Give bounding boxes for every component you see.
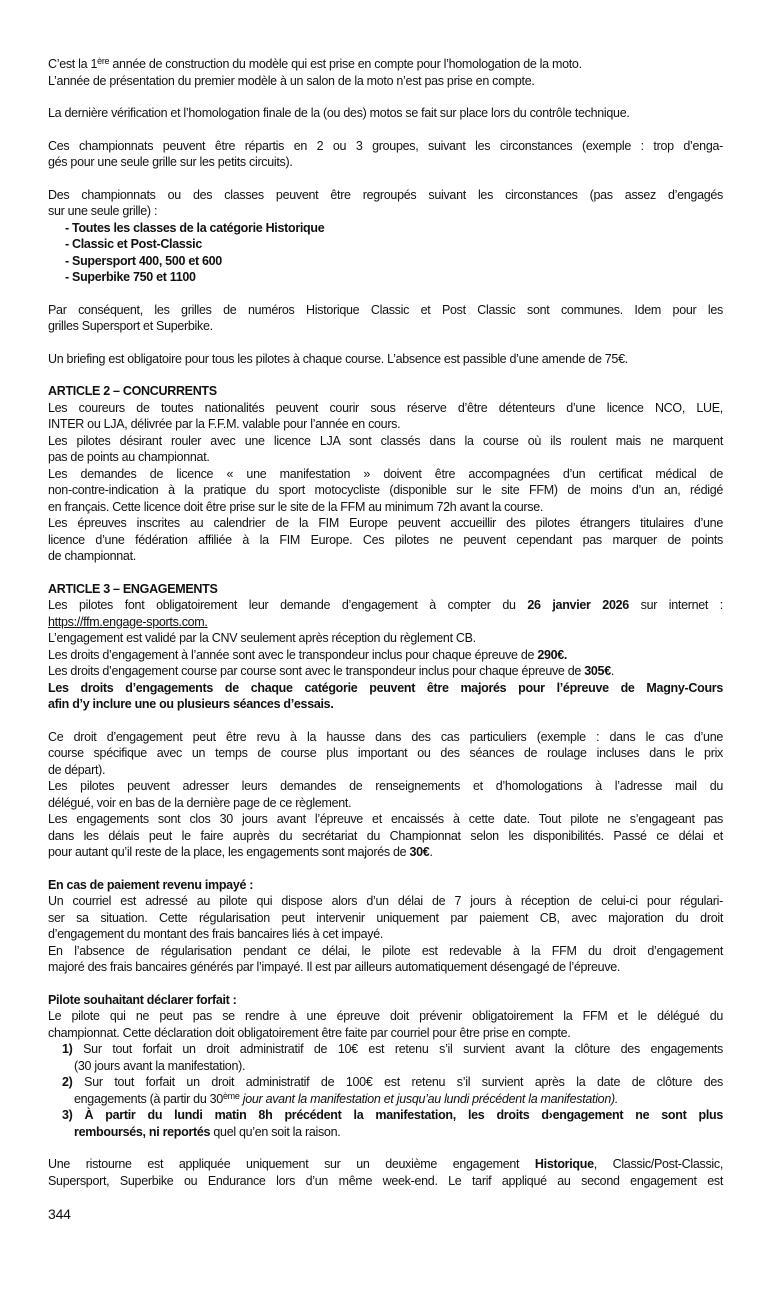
- text-run: Le pilote qui ne peut pas se rendre à une épreuve doit prévenir obligatoirement la FFM et le délégué du: [48, 1009, 723, 1023]
- superscript-text: ère: [97, 56, 110, 66]
- text-line: [48, 1058, 723, 1075]
- text-run: La dernière vérification et l’homologation finale de la (ou des) motos se fait sur place lors du contrôle technique.: [48, 106, 630, 120]
- text-run: pour autant qu’il reste de la place, les engagements sont majorés de: [48, 845, 410, 859]
- text-line: [48, 762, 723, 779]
- text-line: [48, 581, 723, 598]
- text-run: gés pour une seule grille sur les petits circuits).: [48, 155, 293, 169]
- text-line: [48, 154, 723, 171]
- text-run: Un courriel est adressé au pilote qui dispose alors d’un délai de 7 jours à réception de celui-ci pour régulari-: [48, 894, 723, 908]
- text-line: [48, 220, 723, 237]
- text-run: ARTICLE 3 – ENGAGEMENTS: [48, 581, 218, 596]
- text-run: remboursés, ni reportés: [74, 1124, 211, 1139]
- text-line: [48, 1107, 723, 1124]
- text-run: pas de points au championnat.: [48, 450, 210, 464]
- text-line: [48, 532, 723, 549]
- para-groupes: [48, 138, 723, 171]
- document-body: [48, 56, 723, 1189]
- text-run: d’engagement du montant des frais bancaires liés à cet impayé.: [48, 927, 384, 941]
- text-line: [48, 1173, 723, 1190]
- text-line: [48, 1124, 723, 1141]
- text-run: Les coureurs de toutes nationalités peuvent courir sous réserve d’être détenteurs d’une licence NCO, LUE,: [48, 400, 723, 415]
- text-run: Une ristourne est appliquée uniquement sur un deuxième engagement: [48, 1157, 535, 1171]
- text-run: sur internet :: [628, 598, 723, 612]
- text-line: [48, 1025, 723, 1042]
- text-line: [48, 696, 723, 713]
- text-run: de championnat.: [48, 549, 136, 563]
- text-line: [48, 73, 723, 90]
- text-line: [48, 1008, 723, 1025]
- text-run: Sur tout forfait un droit administratif de 10€ est retenu s’il survient avant la clôture des engagements: [72, 1042, 723, 1056]
- text-line: [48, 1091, 723, 1108]
- text-run: En cas de paiement revenu impayé :: [48, 877, 254, 892]
- text-line: [48, 515, 723, 532]
- text-run: dans les délais peut le faire auprès du secrétariat du Championnat selon les disponibilités. Passé ce délai et: [48, 828, 723, 843]
- text-run: - Supersport 400, 500 et 600: [65, 253, 222, 268]
- text-line: [48, 680, 723, 697]
- text-run: grilles Supersport et Superbike.: [48, 319, 213, 333]
- text-run: 305€: [584, 664, 611, 678]
- para-ristourne: [48, 1156, 723, 1189]
- text-line: [48, 992, 723, 1009]
- text-run: Pilote souhaitant déclarer forfait :: [48, 992, 237, 1007]
- text-run: 26 janvier 2026: [527, 598, 629, 612]
- text-line: [48, 1041, 723, 1058]
- article-3-body: [48, 597, 723, 713]
- text-line: [48, 499, 723, 516]
- text-line: [48, 253, 723, 270]
- text-line: [48, 302, 723, 319]
- text-line: [48, 269, 723, 286]
- text-line: [48, 1156, 723, 1173]
- text-line: [48, 614, 723, 631]
- text-run: L’engagement est validé par la CNV seulement après réception du règlement CB.: [48, 631, 476, 645]
- section-forfait: [48, 992, 723, 1141]
- article-3-heading: [48, 581, 723, 598]
- article-2-body: [48, 400, 723, 565]
- text-run: Supersport, Superbike ou Endurance lors d’un même week-end. Le tarif appliqué au second engagement est: [48, 1173, 723, 1188]
- text-line: [48, 663, 723, 680]
- text-run: ARTICLE 2 – CONCURRENTS: [48, 384, 217, 398]
- article-2-heading: [48, 383, 723, 400]
- section-paiement-impaye: [48, 877, 723, 976]
- text-run: - Classic et Post-Classic: [65, 237, 203, 251]
- text-line: [48, 351, 723, 368]
- text-line: [48, 548, 723, 565]
- text-run: Sur tout forfait un droit administratif de 100€ est retenu s’il survient après la date de clôture des: [72, 1075, 723, 1089]
- text-line: [48, 597, 723, 614]
- text-line: [48, 400, 723, 417]
- page-number: 344: [48, 1206, 71, 1222]
- text-line: [48, 203, 723, 220]
- text-run: INTER ou LJA, délivrée par la F.F.M. valable pour l’année en cours.: [48, 417, 401, 431]
- para-grilles-communes: [48, 302, 723, 335]
- text-run: sur une seule grille) :: [48, 204, 158, 218]
- text-run: jour avant la manifestation et jusqu’au lundi précédent la manifestation).: [242, 1091, 619, 1106]
- text-run: Un briefing est obligatoire pour tous les pilotes à chaque course. L’absence est passible d’une amende de 75€.: [48, 351, 628, 366]
- text-run: Des championnats ou des classes peuvent être regroupés suivant les circonstances (pas assez d’engagés: [48, 187, 723, 202]
- para-regroupement: [48, 187, 723, 220]
- para-briefing: [48, 351, 723, 368]
- text-line: [48, 877, 723, 894]
- text-run: Les droits d’engagements de chaque catégorie peuvent être majorés pour l’épreuve de Magny-Cours: [48, 680, 723, 695]
- text-line: [48, 105, 723, 122]
- text-run: Les engagements sont clos 30 jours avant l’épreuve et encaissés à cette date. Tout pilote ne s’engageant pas: [48, 812, 723, 826]
- text-run: Par conséquent, les grilles de numéros Historique Classic et Post Classic sont communes. Idem pour les: [48, 302, 723, 317]
- text-run: Les épreuves inscrites au calendrier de la FIM Europe peuvent accueillir des pilotes étrangers titulaires d’une: [48, 516, 723, 530]
- text-line: [48, 416, 723, 433]
- text-line: [48, 795, 723, 812]
- text-line: [48, 1074, 723, 1091]
- text-line: [48, 729, 723, 746]
- text-run: Les pilotes font obligatoirement leur demande d’engagement à compter du: [48, 598, 528, 612]
- text-run: délégué, voir en bas de la dernière page de ce règlement.: [48, 795, 352, 810]
- text-run: Ce droit d’engagement peut être revu à la hausse dans des cas particuliers (exemple : dans le cas d’une: [48, 729, 723, 744]
- text-run: licence d’une fédération affiliée à la FIM Europe. Ces pilotes ne peuvent cependant pas marquer de points: [48, 532, 723, 547]
- text-line: [48, 893, 723, 910]
- text-run: championnat. Cette déclaration doit obligatoirement être faite par courriel pour être prise en compte.: [48, 1025, 571, 1040]
- text-line: [48, 318, 723, 335]
- bullet-list-classes: [48, 220, 723, 286]
- text-line: [48, 482, 723, 499]
- para-verification: [48, 105, 723, 122]
- text-line: [48, 778, 723, 795]
- text-line: [48, 630, 723, 647]
- text-run: , Classic/Post-Classic,: [593, 1157, 723, 1171]
- text-line: [48, 187, 723, 204]
- text-line: [48, 236, 723, 253]
- text-run: en français. Cette licence doit être prise sur le site de la FFM au minimum 72h avant la course.: [48, 499, 544, 514]
- text-line: [48, 138, 723, 155]
- text-run: C’est la 1: [48, 57, 98, 71]
- text-run: 2): [62, 1075, 73, 1089]
- text-line: [48, 959, 723, 976]
- superscript-text: ème: [222, 1090, 240, 1101]
- text-line: [48, 466, 723, 483]
- text-run: 1): [62, 1042, 73, 1056]
- text-run: Les pilotes peuvent adresser leurs demandes de renseignements et d’homologations à l’adresse mail du: [48, 779, 723, 793]
- text-run: ser sa situation. Cette régularisation peut intervenir uniquement par paiement CB, avec majoration du droit: [48, 910, 723, 925]
- para-droit-revu: [48, 729, 723, 861]
- text-run: course spécifique avec un temps de course plus important ou des séances de roulage incluses dans le prix: [48, 746, 723, 760]
- text-run: Ces championnats peuvent être répartis en 2 ou 3 groupes, suivant les circonstances (exemple : trop d’enga-: [48, 138, 723, 153]
- text-run: Les demandes de licence « une manifestation » doivent être accompagnées d’un certificat médical de: [48, 466, 723, 481]
- text-run: de départ).: [48, 762, 106, 777]
- text-run: Les droits d’engagement course par course sont avec le transpondeur inclus pour chaque épreuve de: [48, 664, 585, 678]
- text-run: 30€: [409, 845, 430, 859]
- text-run: .: [429, 845, 433, 859]
- text-line: [48, 433, 723, 450]
- text-line: [48, 910, 723, 927]
- text-run: (30 jours avant la manifestation).: [74, 1058, 246, 1073]
- text-line: [48, 943, 723, 960]
- text-run: - Superbike 750 et 1100: [65, 270, 196, 284]
- text-run: afin d’y inclure une ou plusieurs séances d’essais.: [48, 697, 334, 711]
- text-run: Historique: [534, 1157, 594, 1171]
- text-line: [48, 844, 723, 861]
- engage-sports-link[interactable]: https://ffm.engage-sports.com.: [48, 614, 208, 629]
- para-homologation: [48, 56, 723, 89]
- text-run: 290€.: [537, 647, 568, 662]
- text-run: année de construction du modèle qui est prise en compte pour l’homologation de la moto.: [109, 57, 582, 71]
- text-line: [48, 745, 723, 762]
- text-run: Les droits d’engagement à l’année sont avec le transpondeur inclus pour chaque épreuve de: [48, 647, 538, 662]
- text-run: Les pilotes désirant rouler avec une licence LJA sont classés dans la course où ils roulent mais ne marquent: [48, 433, 723, 448]
- text-run: L’année de présentation du premier modèle à un salon de la moto n’est pas prise en compte.: [48, 73, 535, 88]
- text-line: [48, 449, 723, 466]
- text-run: quel qu’en soit la raison.: [210, 1124, 341, 1139]
- text-run: engagements (à partir du 30: [74, 1091, 223, 1106]
- text-run: 3) À partir du lundi matin 8h précédent la manifestation, les droits d›engagement ne sont plus: [62, 1108, 723, 1122]
- text-line: [48, 828, 723, 845]
- text-run: majoré des frais bancaires générés par l’impayé. Il est par ailleurs automatiquement désengagé de l’épreuve.: [48, 960, 621, 974]
- text-run: - Toutes les classes de la catégorie Historique: [65, 220, 325, 235]
- text-line: [48, 647, 723, 664]
- text-line: [48, 926, 723, 943]
- text-run: non-contre-indication à la pratique du sport motocycliste (disponible sur le site FFM) de moins d’un an, rédigé: [48, 483, 723, 497]
- text-line: [48, 56, 723, 73]
- text-line: [48, 811, 723, 828]
- text-run: En l’absence de régularisation pendant ce délai, le pilote est redevable à la FFM du droit d’engagement: [48, 943, 723, 958]
- text-run: .: [610, 664, 615, 678]
- text-line: [48, 383, 723, 400]
